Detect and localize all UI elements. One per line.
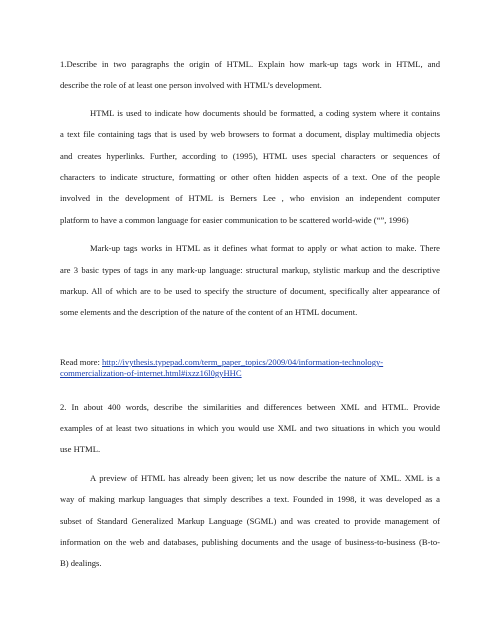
paragraph-3-line-5: B) dealings.: [60, 558, 102, 568]
paragraph-3-line-1: A preview of HTML has already been given; let us now describe the nature of XML. XML is a: [90, 473, 440, 483]
read-more-link[interactable]: http://ivythesis.typepad.com/term_paper_topics/2009/04/information-technology-: [102, 357, 384, 367]
paragraph-2-line-2: are 3 basic types of tags in any mark-up language: structural markup, stylistic markup and the descriptive: [60, 265, 440, 275]
read-more-label: Read more:: [60, 357, 102, 367]
question-2-line-3: use HTML.: [60, 444, 101, 454]
paragraph-1-line-1: HTML is used to indicate how documents should be formatted, a coding system where it contains: [90, 108, 440, 118]
read-more-line-1: [60, 357, 440, 368]
question-1-line-2: describe the role of at least one person involved with HTML’s development.: [60, 80, 322, 90]
paragraph-1-line-5: involved in the development of HTML is Berners Lee , who envision an independent computer: [60, 193, 440, 203]
question-1-line-1: 1.Describe in two paragraphs the origin of HTML. Explain how mark-up tags work in HTML, and: [60, 59, 440, 69]
paragraph-3-line-3: subset of Standard Generalized Markup Language (SGML) and was created to provide management of: [60, 516, 440, 526]
question-2-line-1: 2. In about 400 words, describe the similarities and differences between XML and HTML. Provide: [60, 402, 440, 412]
paragraph-1-line-2: a text file containing tags that is used by web browsers to format a document, display multimedia objects: [60, 129, 440, 139]
paragraph-1-line-6: platform to have a common language for easier communication to be scattered world-wide (“”, 1996): [60, 215, 409, 225]
paragraph-1-line-4: characters to indicate structure, formatting or other often hidden aspects of a text. One of the people: [60, 172, 440, 182]
paragraph-1-line-3: and creates hyperlinks. Further, according to (1995), HTML uses special characters or sequences of: [60, 151, 440, 161]
paragraph-3-line-2: way of making markup languages that simply describes a text. Founded in 1998, it was developed as a: [60, 494, 440, 504]
paragraph-2-line-1: Mark-up tags works in HTML as it defines what format to apply or what action to make. There: [90, 243, 440, 253]
read-more-link-continuation[interactable]: commercialization-of-internet.html#ixzz16l0gyHHC: [60, 368, 242, 378]
paragraph-2-line-4: some elements and the description of the nature of the content of an HTML document.: [60, 307, 358, 317]
paragraph-2-line-3: markup. All of which are to be used to specify the structure of document, specifically alter appearance of: [60, 286, 440, 296]
read-more-line-2: [60, 368, 440, 379]
paragraph-3-line-4: information on the web and databases, publishing documents and the usage of business-to-business (B-to-: [60, 537, 440, 547]
question-2-line-2: examples of at least two situations in which you would use XML and two situations in which you would: [60, 423, 440, 433]
